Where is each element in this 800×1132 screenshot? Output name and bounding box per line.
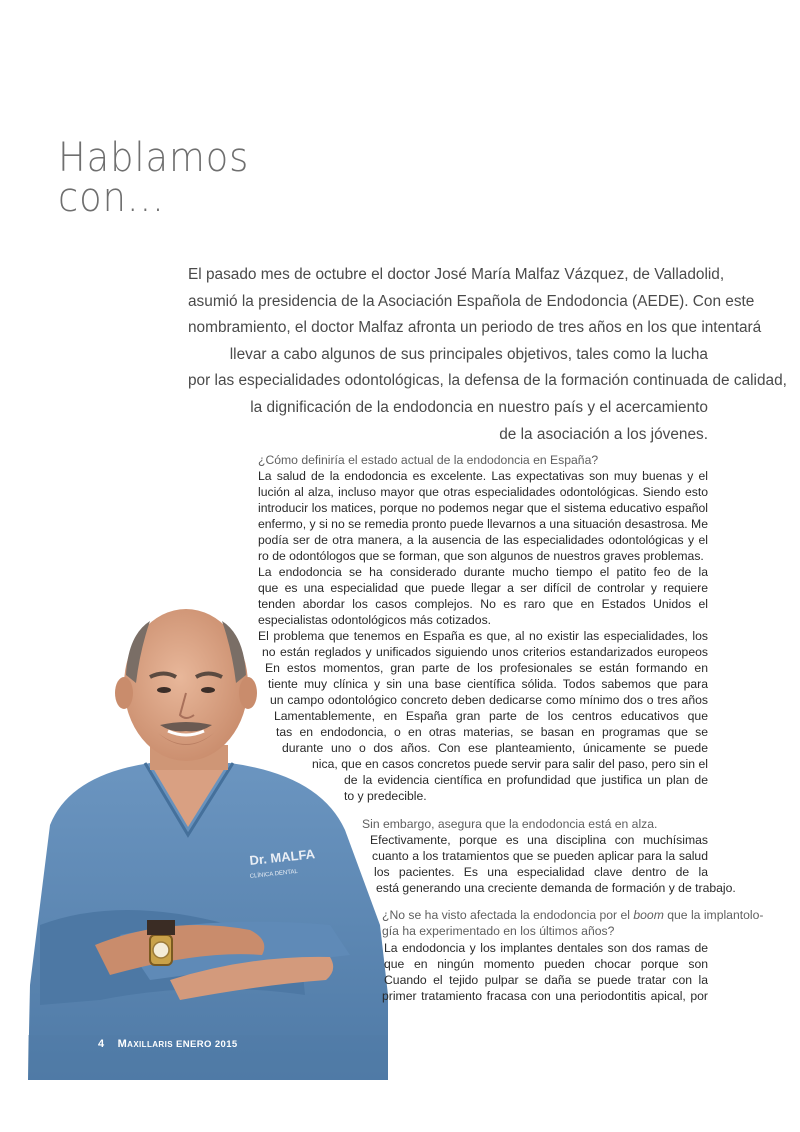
intro-line: El pasado mes de octubre el doctor José María Malfaz Vázquez, de Valladolid, xyxy=(188,266,725,283)
answer-1-line: tas en endodoncia, o en otras materias, se basan en programas que se xyxy=(276,725,708,739)
answer-3-line: que en ningún momento pueden chocar porque son xyxy=(384,957,708,971)
question-3-part: que la implantolo- xyxy=(663,908,764,922)
answer-1-line: un campo odontológico concreto deben dedicarse como mínimo dos o tres años xyxy=(270,693,708,707)
answer-3-line: Cuando el tejido pulpar se daña se puede tratar con la xyxy=(384,973,708,987)
section-title-line-1: Hablamos xyxy=(58,135,250,181)
scrub-embroidery-name: Dr. MALFA xyxy=(248,846,316,868)
intro-line: de la asociación a los jóvenes. xyxy=(499,425,708,443)
answer-3-line: La endodoncia y los implantes dentales son dos ramas de xyxy=(384,941,708,955)
answer-1-line: no están reglados y unificados siguiendo unos criterios estandarizados europeos xyxy=(262,645,708,659)
magazine-name: Maxillaris xyxy=(117,1038,173,1050)
answer-1-line: La salud de la endodoncia es excelente. Las expectativas son muy buenas y el xyxy=(258,469,708,483)
intro-line: nombramiento, el doctor Malfaz afronta un periodo de tres años en los que intentará xyxy=(188,319,762,337)
answer-1-line: ro de odontólogos que se forman, que son algunos de nuestros graves problemas. xyxy=(258,549,704,563)
answer-2-line: los pacientes. Es una especialidad clave dentro de la xyxy=(374,865,708,879)
answer-1-line: durante uno o dos años. Con ese planteamiento, únicamente se puede xyxy=(282,741,708,755)
question-2: Sin embargo, asegura que la endodoncia está en alza. xyxy=(362,817,658,831)
answer-1-line: especialistas odontológicos más cotizados. xyxy=(258,613,492,627)
question-3-part: ¿No se ha visto afectada la endodoncia por el xyxy=(382,908,634,922)
answer-1-line: enfermo, y si no se remedia pronto puede llevarnos a una situación desastrosa. Me xyxy=(258,517,708,531)
answer-2-line: Efectivamente, porque es una disciplina con muchísimas xyxy=(370,833,708,847)
scrub-embroidery-clinic: CLÍNICA DENTAL xyxy=(249,868,299,880)
answer-1-line: lución al alza, incluso mayor que otras especialidades odontológicas. Siendo esto xyxy=(258,485,708,499)
section-title-line-2: con... xyxy=(58,175,165,221)
answer-1-line: Lamentablemente, en España gran parte de los centros educativos que xyxy=(274,709,708,723)
answer-1-line: to y predecible. xyxy=(344,789,427,803)
question-3 xyxy=(382,907,763,923)
page-number: 4 xyxy=(98,1038,105,1050)
answer-2-line: está generando una creciente demanda de formación y de trabajo. xyxy=(376,881,736,895)
answer-1-line: tenden abordar los casos complejos. No es raro que en Estados Unidos el xyxy=(258,597,708,611)
question-3-line-2: gía ha experimentado en los últimos años? xyxy=(382,924,615,938)
question-3-emphasis: boom xyxy=(633,908,664,922)
answer-1-line: que es una especialidad que puede llegar a ser difícil de controlar y requiere xyxy=(258,581,708,595)
intro-line: la dignificación de la endodoncia en nuestro país y el acercamiento xyxy=(250,398,708,416)
answer-2-line: cuanto a los tratamientos que se pueden aplicar para la salud xyxy=(372,849,708,863)
answer-1-line: tiente muy clínica y sin una base científica sólida. Todos sabemos que para xyxy=(268,677,708,691)
issue-date: ENERO 2015 xyxy=(176,1039,238,1050)
answer-1-line: nica, que en casos concretos puede servir para salir del paso, pero sin el xyxy=(312,757,708,771)
answer-1-line: La endodoncia se ha considerado durante mucho tiempo el patito feo de la xyxy=(258,565,708,579)
answer-1-line: El problema que tenemos en España es que, al no existir las especialidades, los xyxy=(258,629,708,643)
answer-1-line: introducir los matices, porque no podemos negar que el sistema educativo español xyxy=(258,501,708,515)
intro-line: llevar a cabo algunos de sus principales objetivos, tales como la lucha xyxy=(229,345,708,363)
answer-1-line: de la evidencia científica en profundidad que justifica un plan de xyxy=(344,773,708,787)
question-1: ¿Cómo definiría el estado actual de la endodoncia en España? xyxy=(258,453,599,467)
answer-1-line: En estos momentos, gran parte de los profesionales se están formando en xyxy=(265,661,708,675)
intro-line: por las especialidades odontológicas, la defensa de la formación continuada de calidad, xyxy=(188,372,787,390)
intro-line: asumió la presidencia de la Asociación Española de Endodoncia (AEDE). Con este xyxy=(188,292,755,310)
answer-1-line: podía ser de otra manera, a la ausencia de las especialidades odontológicas y el xyxy=(258,533,708,547)
answer-3-line: primer tratamiento fracasa con una periodontitis apical, por xyxy=(382,989,708,1003)
